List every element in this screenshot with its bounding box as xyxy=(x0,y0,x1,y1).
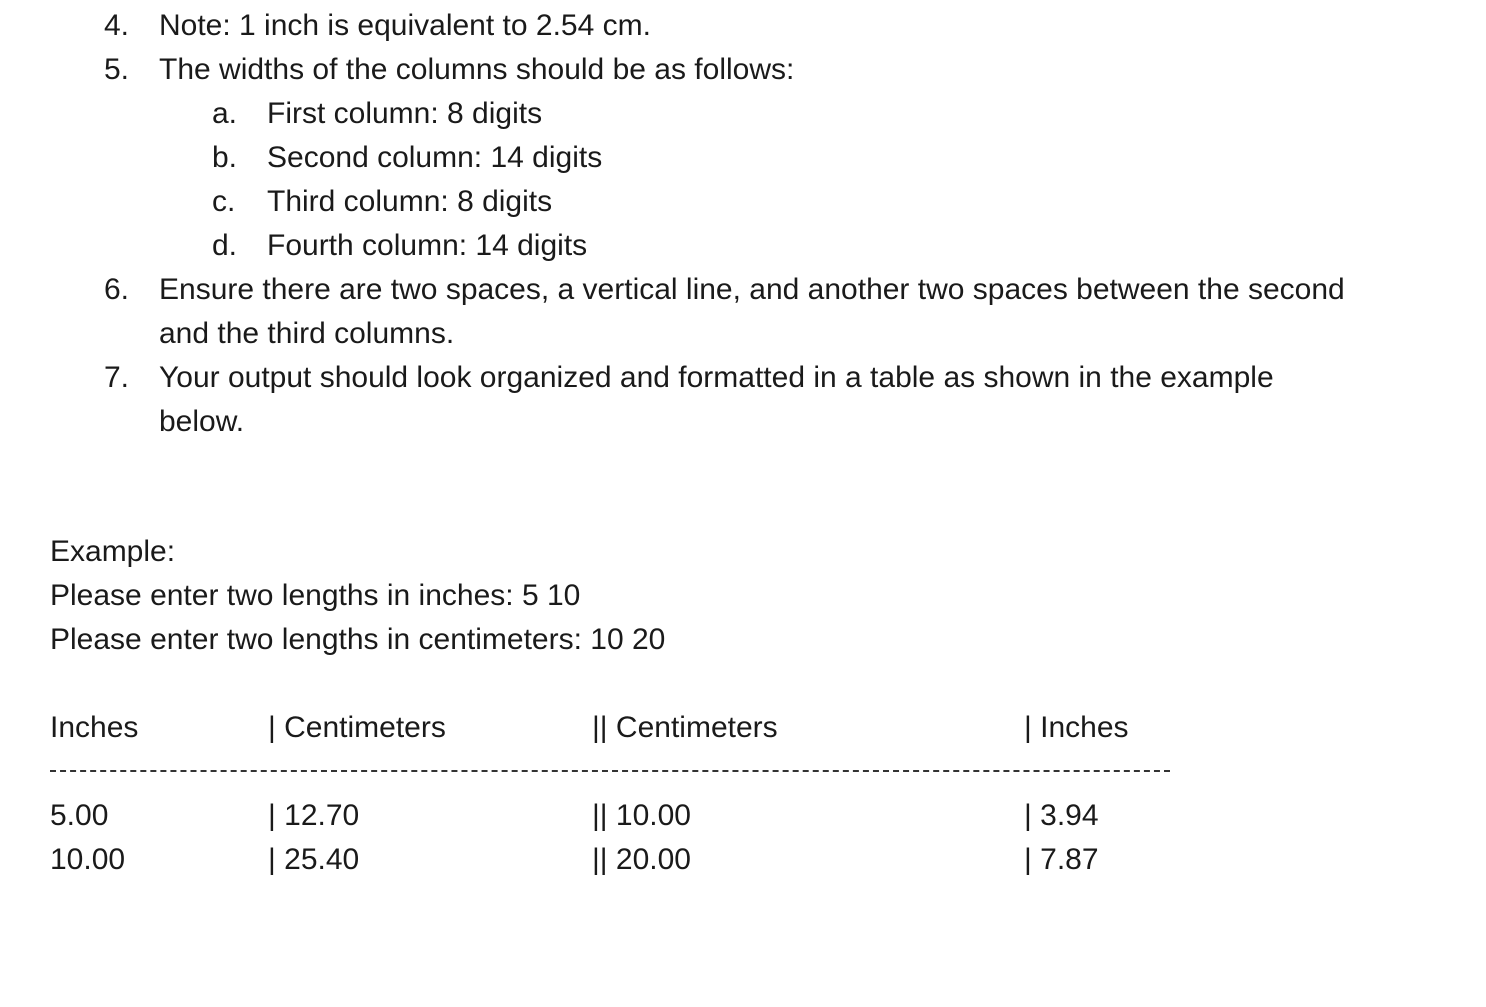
sub-marker-a: a. xyxy=(212,97,238,130)
instruction-7-line1: Your output should look organized and formatted in a table as shown in the example xyxy=(159,361,1274,394)
table-cell-r1-c2: | 12.70 xyxy=(268,799,360,832)
sub-marker-b: b. xyxy=(212,141,238,174)
table-cell-r2-c1: 10.00 xyxy=(50,843,126,876)
example-prompt-inches: Please enter two lengths in inches: 5 10 xyxy=(50,579,581,612)
example-prompt-cm: Please enter two lengths in centimeters: 10 20 xyxy=(50,623,666,656)
list-marker-6: 6. xyxy=(104,273,130,306)
table-cell-r2-c3: || 20.00 xyxy=(592,843,691,876)
instruction-5-text: The widths of the columns should be as follows: xyxy=(159,53,795,86)
instruction-6-line2: and the third columns. xyxy=(159,317,455,350)
sub-marker-c: c. xyxy=(212,185,236,218)
sub-item-a-text: First column: 8 digits xyxy=(267,97,543,130)
table-header-centimeters-2: || Centimeters xyxy=(592,711,778,744)
example-heading: Example: xyxy=(50,535,176,568)
table-cell-r1-c3: || 10.00 xyxy=(592,799,691,832)
table-header-inches: Inches xyxy=(50,711,139,744)
instruction-4-text: Note: 1 inch is equivalent to 2.54 cm. xyxy=(159,9,651,42)
sub-item-d-text: Fourth column: 14 digits xyxy=(267,229,588,262)
instruction-7-line2: below. xyxy=(159,405,245,438)
list-marker-4: 4. xyxy=(104,9,130,42)
table-cell-r1-c1: 5.00 xyxy=(50,799,109,832)
sub-item-b-text: Second column: 14 digits xyxy=(267,141,603,174)
table-header-centimeters: | Centimeters xyxy=(268,711,446,744)
table-header-inches-2: | Inches xyxy=(1024,711,1129,744)
list-marker-7: 7. xyxy=(104,361,130,394)
table-cell-r2-c4: | 7.87 xyxy=(1024,843,1099,876)
sub-item-c-text: Third column: 8 digits xyxy=(267,185,553,218)
list-marker-5: 5. xyxy=(104,53,130,86)
table-cell-r2-c2: | 25.40 xyxy=(268,843,360,876)
sub-marker-d: d. xyxy=(212,229,238,262)
table-cell-r1-c4: | 3.94 xyxy=(1024,799,1099,832)
table-separator xyxy=(50,770,1170,772)
instruction-6-line1: Ensure there are two spaces, a vertical line, and another two spaces between the second xyxy=(159,273,1345,306)
